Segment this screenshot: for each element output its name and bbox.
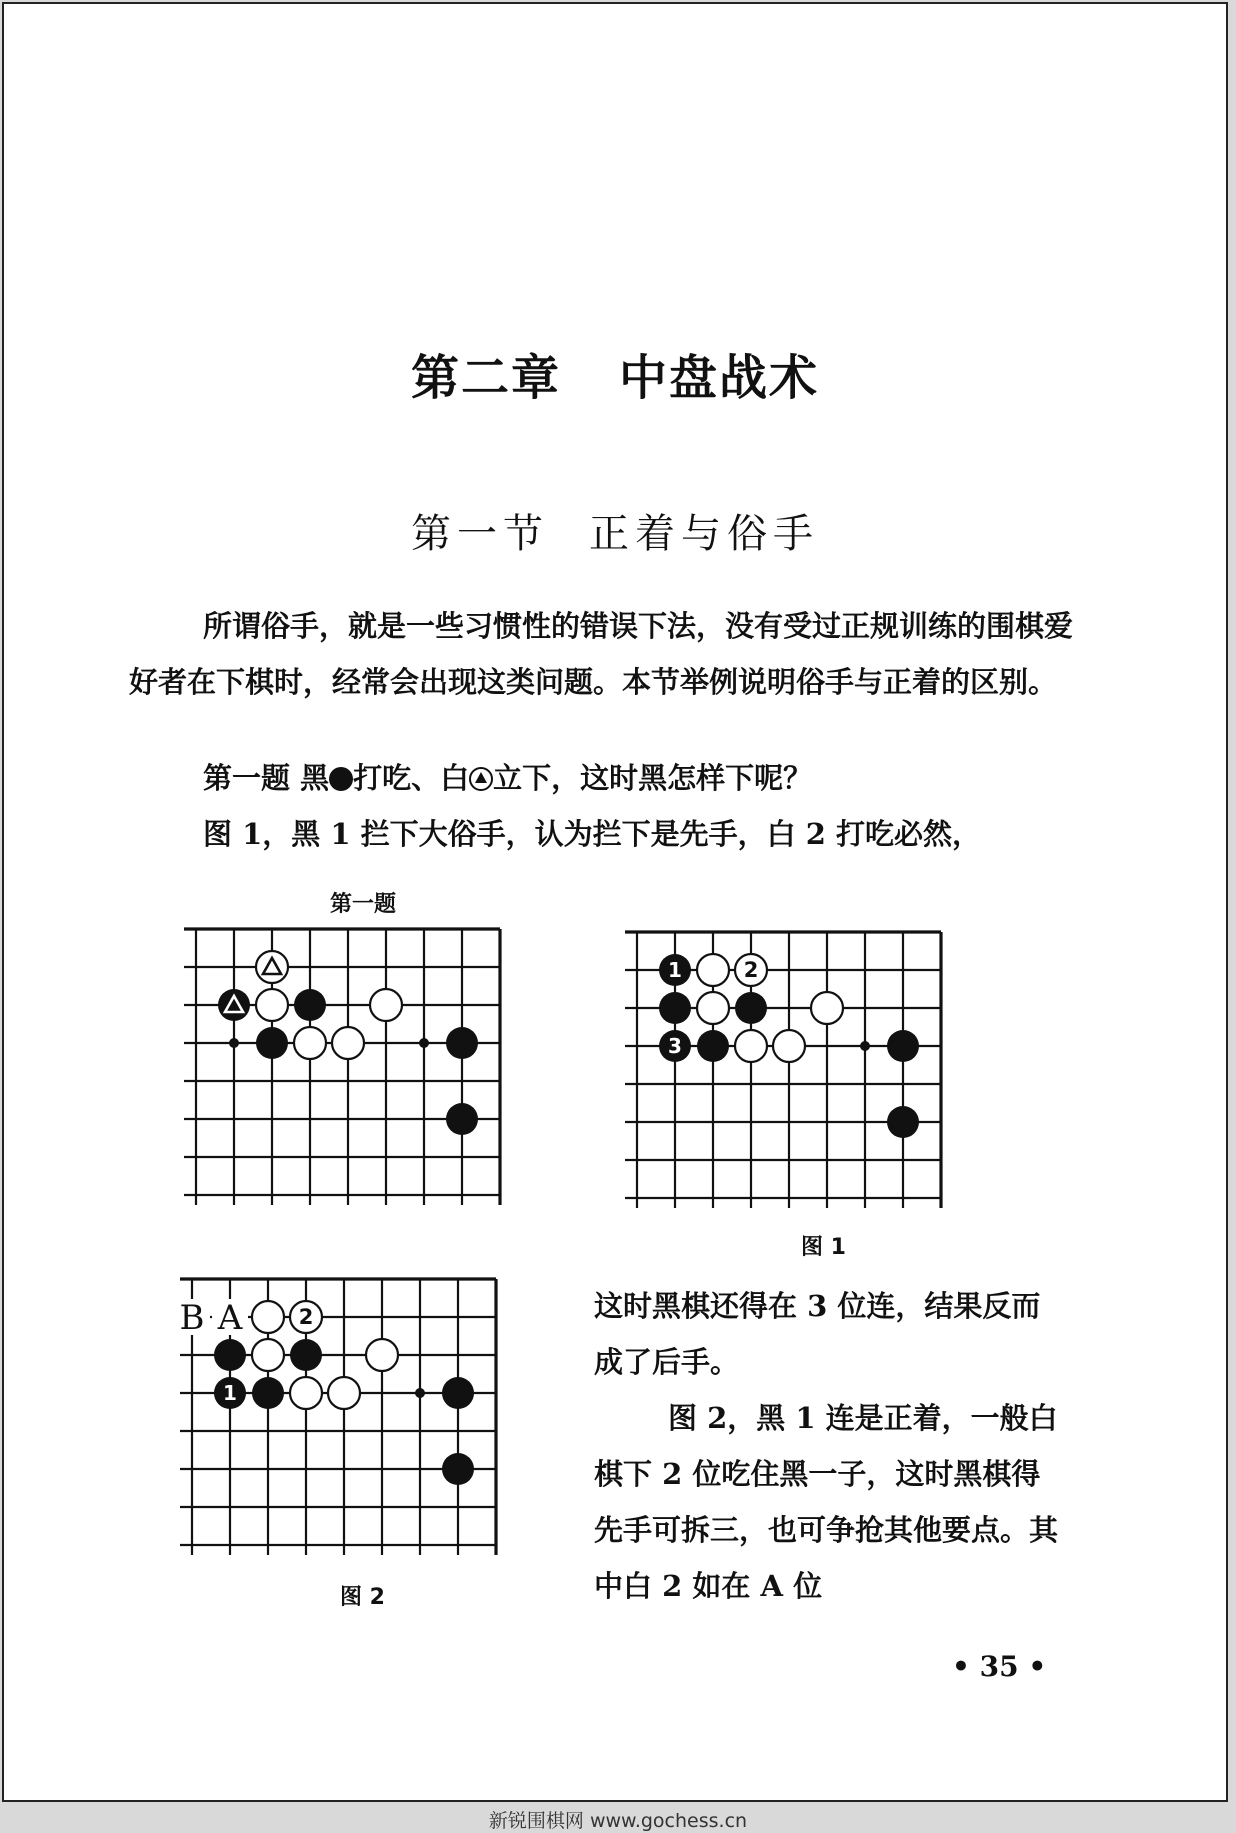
chapter-heading	[4, 339, 1226, 408]
star-point	[415, 1388, 425, 1398]
stone-number: 2	[298, 1305, 314, 1329]
white-stone	[735, 1030, 767, 1062]
black-stone	[252, 1377, 284, 1409]
fig2-go-diagram	[179, 1279, 562, 1569]
white-stone	[811, 992, 843, 1024]
black-stone	[887, 1030, 919, 1062]
white-stone	[328, 1377, 360, 1409]
black-stone	[446, 1103, 478, 1135]
black-stone	[659, 992, 691, 1024]
section-heading	[4, 502, 1226, 559]
fig1-paragraph: 图 1，黑 1 拦下大俗手，认为拦下是先手，白 2 打吃必然，	[203, 817, 982, 851]
section-number: 第一节	[411, 511, 549, 557]
black-stone	[735, 992, 767, 1024]
point-label-b: B	[179, 1298, 205, 1338]
white-stone	[252, 1339, 284, 1371]
problem-go-diagram	[196, 929, 566, 1219]
site-watermark: 新锐围棋网 www.gochess.cn	[488, 1810, 748, 1832]
fig1-caption: 图 1	[801, 1235, 846, 1260]
white-stone	[773, 1030, 805, 1062]
white-stone	[366, 1339, 398, 1371]
problem1-text-a: 黑	[300, 761, 330, 795]
page-number: • 35 •	[952, 1650, 1047, 1683]
chapter-title: 中盘战术	[619, 350, 820, 406]
black-stone	[214, 1339, 246, 1371]
black-stone	[290, 1339, 322, 1371]
black-stone	[697, 1030, 729, 1062]
white-stone	[697, 954, 729, 986]
point-label-a: A	[217, 1298, 243, 1338]
right-column-text-1: 这时黑棋还得在 3 位连，结果反而成了后手。	[594, 1289, 1041, 1379]
white-stone	[294, 1027, 326, 1059]
section-title: 正着与俗手	[589, 511, 819, 557]
black-stone	[887, 1106, 919, 1138]
board-grid	[184, 929, 500, 1205]
stone-number: 1	[668, 958, 682, 982]
black-stone-icon	[329, 767, 353, 791]
fig2-caption: 图 2	[340, 1585, 385, 1610]
black-stone	[446, 1027, 478, 1059]
white-stone	[256, 989, 288, 1021]
black-stone	[442, 1453, 474, 1485]
problem1-text-c: 立下，这时黑怎样下呢？	[493, 761, 813, 795]
black-stone	[442, 1377, 474, 1409]
black-stone	[294, 989, 326, 1021]
book-page	[2, 2, 1228, 1802]
white-stone	[370, 989, 402, 1021]
problem1-text-b: 打吃、白	[353, 761, 470, 795]
stone-number: 1	[223, 1381, 237, 1405]
white-stone	[697, 992, 729, 1024]
intro-paragraph: 所谓俗手，就是一些习惯性的错误下法，没有受过正规训练的围棋爱好者在下棋时，经常会出现这类问题。本节举例说明俗手与正着的区别。	[129, 609, 1074, 699]
white-stone	[252, 1301, 284, 1333]
star-point	[860, 1041, 870, 1051]
white-stone	[290, 1377, 322, 1409]
white-stone	[332, 1027, 364, 1059]
problem1-paragraph	[129, 750, 1074, 806]
triangle-stone-icon	[469, 767, 493, 791]
problem-diagram-caption: 第一题	[330, 892, 397, 917]
black-stone	[256, 1027, 288, 1059]
chapter-number: 第二章	[410, 350, 561, 406]
fig1-go-diagram	[637, 932, 1007, 1222]
stone-number: 2	[743, 958, 759, 982]
star-point	[229, 1038, 239, 1048]
right-column-text-2: 图 2，黑 1 连是正着，一般白棋下 2 位吃住黑一子，这时黑棋得先手可拆三，也可争抢其他要点。其中白 2 如在 A 位	[594, 1401, 1059, 1603]
problem1-label: 第一题	[203, 761, 291, 795]
stone-number: 3	[668, 1034, 682, 1058]
star-point	[419, 1038, 429, 1048]
